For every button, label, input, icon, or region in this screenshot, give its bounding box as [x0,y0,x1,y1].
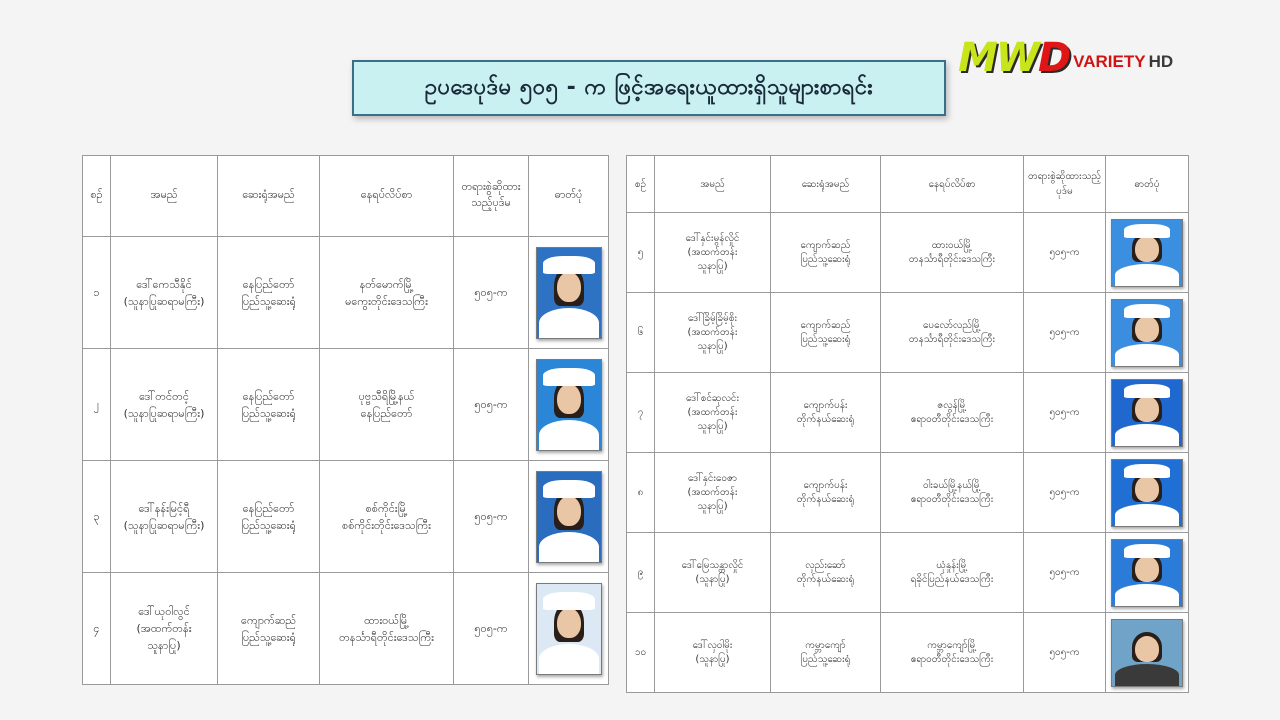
photo-cap [1124,464,1170,478]
left-table [82,155,609,685]
home-address: ထားဝယ်မြို့ တနင်္သာရီတိုင်းဒေသကြီး [881,213,1024,293]
photo-cell [1106,213,1189,293]
row-number: ၇ [627,373,655,453]
table-row [627,453,1189,533]
photo-head [1135,636,1159,662]
law-section: ၅၀၅-က [454,349,529,461]
row-number: ၂ [83,349,111,461]
channel-logo [958,30,1218,81]
home-address: ယုံနှုန်းမြို့ ရခိုင်ပြည်နယ်ဒေသကြီး [881,533,1024,613]
row-number: ၈ [627,453,655,533]
law-section: ၅၀၅-က [454,237,529,349]
photo-head [557,496,581,526]
hospital-name: ကျောက်ဆည် ပြည်သူ့ဆေးရုံ [218,573,320,685]
home-address: ပုဗ္ဗသီရိမြို့နယ် နေပြည်တော် [320,349,454,461]
photo-cap [1124,384,1170,398]
row-number: ၄ [83,573,111,685]
photo-body [1115,664,1179,686]
law-section: ၅၀၅-က [1024,613,1106,693]
photo-body [539,308,599,338]
photo-head [1135,316,1159,342]
nurse-photo [536,247,602,339]
header-name: အမည် [111,156,218,237]
home-address: နတ်မောက်မြို့ မကွေးတိုင်းဒေသကြီး [320,237,454,349]
person-name: ဒေါ်ယုဝါလွင် (အထက်တန်း သူနာပြု) [111,573,218,685]
photo-head [1135,396,1159,422]
photo-cap [543,480,595,498]
person-name: ဒေါ်ကေသီနိုင် (သူနာပြုဆရာမကြီး) [111,237,218,349]
photo-cell [529,349,609,461]
hospital-name: ကျောက်ဆည် ပြည်သူ့ဆေးရုံ [771,213,881,293]
nurse-photo [536,471,602,563]
hospital-name: ကျောက်ပန်း တိုက်နယ်ဆေးရုံ [771,373,881,453]
law-section: ၅၀၅-က [1024,373,1106,453]
photo-head [557,384,581,414]
home-address: ပေလော်လည်မြို့ တနင်္သာရီတိုင်းဒေသကြီး [881,293,1024,373]
photo-cell [529,461,609,573]
home-address: ကမ္ဘာကျော်မြို့ ဧရာဝတီတိုင်းဒေသကြီး [881,613,1024,693]
person-name: ဒေါ်နှင်းမွန်လှိုင် (အထက်တန်း သူနာပြု) [655,213,771,293]
header-photo: ဓာတ်ပုံ [529,156,609,237]
header-photo: ဓာတ်ပုံ [1106,156,1189,213]
nurse-photo [1111,539,1183,607]
right-table [626,155,1189,693]
nurse-photo [1111,299,1183,367]
nurse-photo [536,359,602,451]
header-hospital: ဆေးရုံအမည် [218,156,320,237]
photo-body [1115,424,1179,446]
person-name: ဒေါ်လှဝါမိုး (သူနာပြု) [655,613,771,693]
row-number: ၃ [83,461,111,573]
person-name: ဒေါ်မြေသန္တာလှိုင် (သူနာပြု) [655,533,771,613]
home-address: စစ်ကိုင်းမြို့ စစ်ကိုင်းတိုင်းဒေသကြီး [320,461,454,573]
hospital-name: နေပြည်တော် ပြည်သူ့ဆေးရုံ [218,461,320,573]
photo-cap [543,368,595,386]
photo-head [1135,476,1159,502]
header-name: အမည် [655,156,771,213]
nurse-photo [536,583,602,675]
home-address: ဇလွန်မြို့ ဧရာဝတီတိုင်းဒေသကြီး [881,373,1024,453]
left-table-header [83,156,609,237]
photo-cell [1106,613,1189,693]
photo-cell [1106,293,1189,373]
person-name: ဒေါ်နန်းမြင့်ရီ (သူနာပြုဆရာမကြီး) [111,461,218,573]
nurse-photo [1111,379,1183,447]
person-name: ဒေါ်နှင်းဝေဇာ (အထက်တန်း သူနာပြု) [655,453,771,533]
hospital-name: ကျောက်ဆည် ပြည်သူ့ဆေးရုံ [771,293,881,373]
header-address: နေရပ်လိပ်စာ [881,156,1024,213]
photo-head [557,272,581,302]
law-section: ၅၀၅-က [1024,453,1106,533]
logo-mwd: MWD [958,35,1070,81]
table-row [627,373,1189,453]
row-number: ၆ [627,293,655,373]
law-section: ၅၀၅-က [1024,213,1106,293]
table-row [83,237,609,349]
photo-body [539,532,599,562]
hospital-name: ကမ္ဘာကျော် ပြည်သူ့ဆေးရုံ [771,613,881,693]
photo-body [539,420,599,450]
photo-body [1115,584,1179,606]
table-row [627,213,1189,293]
table-row [83,573,609,685]
row-number: ၅ [627,213,655,293]
law-section: ၅၀၅-က [1024,533,1106,613]
nurse-photo [1111,219,1183,287]
header-no: စဉ် [627,156,655,213]
logo-variety: VARIETY HD [1073,52,1174,71]
photo-cap [543,256,595,274]
person-name: ဒေါ်စင်ဆုလင်း (အထက်တန်း သူနာပြု) [655,373,771,453]
photo-head [1135,556,1159,582]
photo-head [557,608,581,638]
table-row [83,461,609,573]
hospital-name: နေပြည်တော် ပြည်သူ့ဆေးရုံ [218,349,320,461]
page-title: ဥပဒေပုဒ်မ ၅၀၅ - က ဖြင့်အရေးယူထားရှိသူများစာရင်း [352,60,946,116]
photo-head [1135,236,1159,262]
law-section: ၅၀၅-က [1024,293,1106,373]
photo-cap [1124,224,1170,238]
photo-cap [1124,544,1170,558]
photo-cap [543,592,595,610]
table-row [83,349,609,461]
photo-body [1115,344,1179,366]
hospital-name: လှည်းဆော် တိုက်နယ်ဆေးရုံ [771,533,881,613]
photo-cell [529,573,609,685]
table-row [627,613,1189,693]
header-section: တရားစွဲဆိုထားသည့်ပုဒ်မ [1024,156,1106,213]
header-section: တရားစွဲဆိုထားသည့်ပုဒ်မ [454,156,529,237]
photo-cell [1106,453,1189,533]
table-row [627,293,1189,373]
person-name: ဒေါ်တင်တင့် (သူနာပြုဆရာမကြီး) [111,349,218,461]
header-no: စဉ် [83,156,111,237]
photo-cell [529,237,609,349]
header-address: နေရပ်လိပ်စာ [320,156,454,237]
row-number: ၉ [627,533,655,613]
law-section: ၅၀၅-က [454,573,529,685]
photo-cell [1106,373,1189,453]
person-name: ဒေါ်ခြိမ့်ခြိမ့်စိုး (အထက်တန်း သူနာပြု) [655,293,771,373]
table-row [627,533,1189,613]
hospital-name: နေပြည်တော် ပြည်သူ့ဆေးရုံ [218,237,320,349]
photo-body [1115,264,1179,286]
home-address: ဝါးခယ်မြို့နယ်မြို့ ဧရာဝတီတိုင်းဒေသကြီး [881,453,1024,533]
right-table-header [627,156,1189,213]
photo-cell [1106,533,1189,613]
photo-body [1115,504,1179,526]
portrait-photo [1111,619,1183,687]
photo-body [539,644,599,674]
hospital-name: ကျောက်ပန်း တိုက်နယ်ဆေးရုံ [771,453,881,533]
row-number: ၁ [83,237,111,349]
home-address: ထားဝယ်မြို့ တနင်္သာရီတိုင်းဒေသကြီး [320,573,454,685]
row-number: ၁၀ [627,613,655,693]
photo-cap [1124,304,1170,318]
nurse-photo [1111,459,1183,527]
law-section: ၅၀၅-က [454,461,529,573]
header-hospital: ဆေးရုံအမည် [771,156,881,213]
